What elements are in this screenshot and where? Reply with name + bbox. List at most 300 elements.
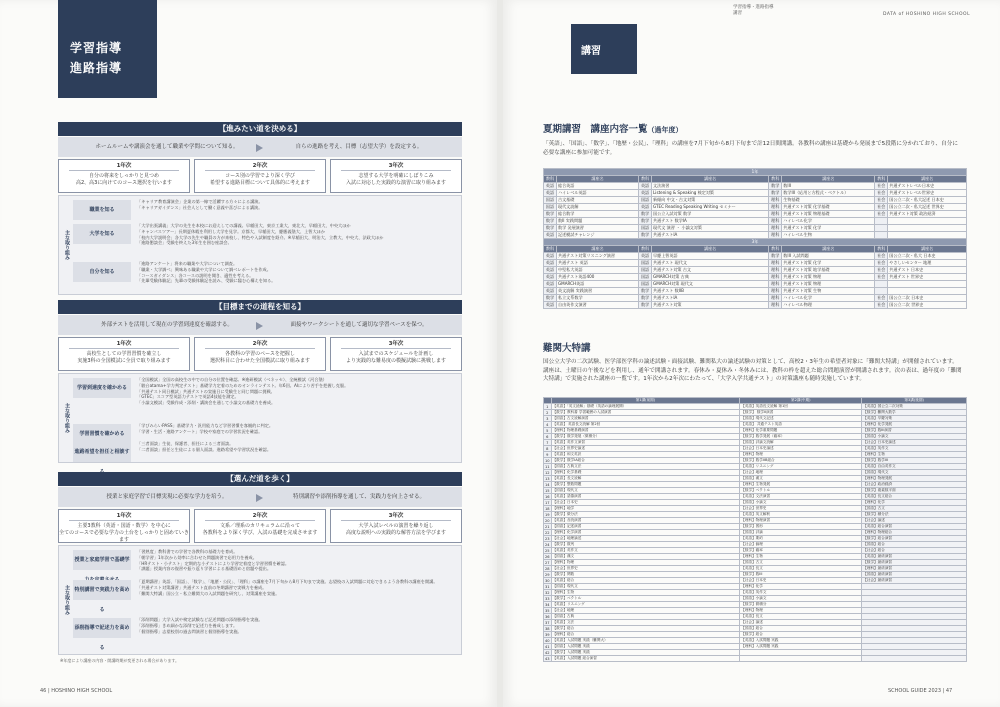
course-subject: 理科 <box>769 288 782 295</box>
year-line: 全てのコースで必要な学力の土台をしっかりと固めていきます <box>59 530 189 543</box>
course-name: 国公立二次 世界史 <box>888 302 967 309</box>
year-boxes <box>58 509 462 543</box>
activity-line: 「共通テスト同日模試」共通テストの実施日に受験生と同じ問題に挑戦。 <box>137 388 275 394</box>
course-row <box>544 197 967 204</box>
footnote: ※年度により講座の内容・開講時期が変更される場合があります。 <box>60 658 180 663</box>
hard-course-cell: 【理科】最終演習 <box>862 566 967 572</box>
course-name: 共通テストレベル日本史 <box>888 183 967 190</box>
hard-course-cell: 【数学】総合演習 <box>862 536 967 542</box>
course-name: ハイレベル物理 <box>782 302 875 309</box>
course-name: 国公立入試対策 数学 <box>652 211 769 218</box>
activity-line: 「三者面談」生徒、保護者、担任による三者面談。 <box>137 441 234 446</box>
hard-course-cell: 【数学】数列 <box>551 542 740 548</box>
column-header-subject: 教科 <box>769 176 782 183</box>
hard-course-cell: 【英語】 共通テスト英語 <box>740 422 862 428</box>
course-name: GTEC Reading Speaking Writing セミナー <box>652 204 769 211</box>
course-name <box>888 225 967 232</box>
hard-course-cell: 【社会】総合 <box>862 548 967 554</box>
summer-course-year: （過年度） <box>647 126 683 134</box>
title-line-2: 進路指導 <box>70 61 123 75</box>
hard-course-cell: 【数学】難関大数学 <box>862 410 967 416</box>
course-subject: 英語 <box>639 204 652 211</box>
section-arrow-row <box>58 315 462 335</box>
hard-row-number: 22 <box>545 530 550 535</box>
running-header <box>733 5 774 17</box>
hard-course-cell: 【数学】数学III <box>862 458 967 464</box>
course-name: 自由英作文演習 <box>557 302 639 309</box>
hard-course-cell: 【理科】物理演習 <box>740 518 862 524</box>
hard-course-cell: 【国語】現代文 <box>551 584 740 590</box>
course-name: 共通テスト対策 地学基礎 <box>782 267 875 274</box>
grade-header: 3年 <box>544 239 967 246</box>
hard-row-number: 36 <box>545 614 550 619</box>
hard-row-number: 34 <box>545 602 550 607</box>
course-row <box>544 302 967 309</box>
activity-lines <box>137 377 457 406</box>
activity-lines <box>137 549 457 572</box>
hard-row-number: 40 <box>545 638 550 643</box>
hard-course-cell: 【英語】 英語長文読解 第2回 <box>551 422 740 428</box>
arrow-left-text: ホームルームや講演会を通して職業や学問について知る。 <box>95 144 239 150</box>
hard-course-cell: 【社会】日本史論述 <box>862 440 967 446</box>
hard-course-cell: 【英語】英語長文読解 第1回 <box>740 404 862 410</box>
course-name: ハイレベル英語 <box>557 190 639 197</box>
hard-course-cell: 【英語】総合 <box>551 578 740 584</box>
hard-row-number: 6 <box>544 434 552 440</box>
course-name: 記述模試チャレンジ <box>557 232 639 239</box>
hard-course-cell: 【社会】最終演習 <box>862 578 967 584</box>
hard-row-number: 39 <box>545 632 550 637</box>
activity-panel <box>58 373 462 463</box>
hard-course-cell: 【国語】古典文法 <box>551 464 740 470</box>
column-header-subject: 教科 <box>544 176 557 183</box>
hard-course-cell: 【数学】確率 <box>740 548 862 554</box>
activity-line: 「進路懇談会」受験を終えた3年生を囲む座談会。 <box>137 240 232 246</box>
course-name: 共通テスト対策 生物 <box>782 288 875 295</box>
course-subject <box>875 288 888 295</box>
hard-row-number: 17 <box>545 500 550 505</box>
hard-course-cell: 【社会】世界史論述 <box>551 446 740 452</box>
hard-course-cell: 【理科】生物 <box>551 590 740 596</box>
course-name: 共通テストレベル世界史 <box>888 190 967 197</box>
course-name: 共通テスト対策 化学基礎 <box>782 204 875 211</box>
arrow-right-icon <box>256 144 263 152</box>
course-subject: 社会 <box>875 190 888 197</box>
course-name: 文法演習 <box>652 183 769 190</box>
course-name: 共通テスト対策リスニング演習 <box>557 253 639 260</box>
column-header-name: 講座名 <box>652 246 769 253</box>
course-name: 共通テスト対策 物理 <box>782 274 875 281</box>
hard-course-description: 国公立大学の二次試験、医学部医学科の論述試験・面接試験、難関私大の論述試験の対策として、高校2・3年生の希望者対象に「難関大特講」が開催されています。講座は、土曜日の午後などを利用し、通年で開講されます。春休み・夏休み・冬休みには、教科の枠を超えた総合問題演習が開講されます。次の表は、過年度の「難関大特講」で実施された講座の一覧です。1年次から2年次にわたって、「大学入学共通テスト」の対策講座も随時実施しています。 <box>543 359 962 382</box>
hard-row-number: 7 <box>544 440 552 446</box>
course-name: 新傾向 中文・古文対策 <box>652 197 769 204</box>
course-name: 共通テスト 世界史 <box>888 274 967 281</box>
hard-row-number: 1 <box>544 404 552 410</box>
course-subject: 国語 <box>639 267 652 274</box>
course-subject <box>875 232 888 239</box>
hard-course-cell: 【数学】 数学II演習 <box>740 410 862 416</box>
arrow-right-text: 自らの進路を考え、目標（志望大学）を設定する。 <box>295 144 423 150</box>
hard-row-number: 8 <box>544 446 552 452</box>
section-heading: 【選んだ道を歩く】 <box>58 472 462 486</box>
course-subject: 数学 <box>639 302 652 309</box>
hard-course-cell: 【理科】化学発展 <box>862 422 967 428</box>
activity-line: 「習熟度」教科書での学習で各教科の基礎力を育成。 <box>137 549 238 554</box>
hard-course-cell: 【社会】地理 <box>551 608 740 614</box>
hard-course-cell: 【理科】生物発展 <box>740 482 862 488</box>
activity-line: 「先輩受験体験記」先輩の受験体験記を読み、受験に臨む心構えを知る。 <box>137 278 276 284</box>
activity-line: 「朝学習」1年次から効率に合わせた問題演習で応用力を養成。 <box>137 554 257 560</box>
column-header-name: 講座名 <box>888 246 967 253</box>
activity-line: 「大学出張講義」大学の先生を本校にお迎えしての講義。早稲田大、東京工業大、東北大、早稲田大、中央大ほか <box>137 223 351 228</box>
activity-label: 学習到達度を確かめる <box>73 378 131 398</box>
hard-course-cell: 【数学】最終演習 <box>862 560 967 566</box>
activity-row <box>73 374 457 406</box>
course-subject: 理科 <box>769 197 782 204</box>
hard-row-number: 24 <box>545 542 550 547</box>
hard-course-cell: 【数学】数学IIB総合 <box>740 458 862 464</box>
activity-label: 特別講習で実践力を高める <box>73 580 131 600</box>
hard-course-cell <box>862 656 967 662</box>
hard-row-number: 29 <box>545 572 550 577</box>
course-name: GMARCH対策 現代文 <box>652 281 769 288</box>
activity-lines <box>137 441 457 453</box>
course-subject: 数学 <box>544 218 557 225</box>
hard-course-cell: 【数学】図形 <box>740 524 862 530</box>
activity-lines <box>137 617 457 634</box>
arrow-right-icon <box>256 322 263 330</box>
hard-course-cell: 【国語】小論文 <box>862 434 967 440</box>
hard-course-cell: 【社会】世界史 <box>551 566 740 572</box>
activity-line: 「二者面談」担任と生徒による個人面談。進路希望や学習状況を確認。 <box>137 446 272 452</box>
course-name: 総合英語 <box>557 183 639 190</box>
year-box <box>194 509 326 543</box>
hard-course-cell: 【国語】古典 <box>551 614 740 620</box>
hard-course-cell: 【数学】数III演習 <box>862 428 967 434</box>
hard-header-cell: 第2講(中期) <box>740 398 862 404</box>
hard-course-cell: 【数学】関数 <box>551 572 740 578</box>
section-heading: 【目標までの道程を知る】 <box>58 300 462 314</box>
activity-line: 「GTEC」スコア型英語力テストで英語4技能を測定。 <box>137 394 239 400</box>
course-name: 共通テスト英語400 <box>557 274 639 281</box>
activity-line: 「添削問題」大学入試や検定試験など記述問題の添削指導を実施。 <box>137 617 263 622</box>
course-name: 英文読解 実践演習 <box>557 288 639 295</box>
course-name: やさしいセンター 地理 <box>888 260 967 267</box>
hard-course-cell: 【英語】要約 <box>740 536 862 542</box>
hard-course-cell: 【社会】論述 <box>862 518 967 524</box>
hard-course-cell: 【英語】長文 <box>740 566 862 572</box>
hard-course-cell: 【国語】記述演習 <box>551 524 740 530</box>
hard-row-number: 11 <box>545 464 550 469</box>
course-subject: 国語 <box>639 260 652 267</box>
activity-lines <box>137 579 457 596</box>
hard-row-number: 35 <box>545 608 550 613</box>
course-name: 現代文 演習 ・ 小論文対策 <box>652 225 769 232</box>
hard-course-cell: 【国語】古文 <box>740 560 862 566</box>
course-row <box>544 211 967 218</box>
course-subject: 英語 <box>544 260 557 267</box>
hard-course-cell: 【数学】複素数平面 <box>862 488 967 494</box>
year-boxes <box>58 159 462 193</box>
course-subject: 社会 <box>875 253 888 260</box>
column-header-subject: 教科 <box>639 176 652 183</box>
course-subject <box>875 281 888 288</box>
course-subject: 数学 <box>544 211 557 218</box>
hard-course-cell: 【国語】評論文読解 <box>740 440 862 446</box>
course-name: 私立文系数学 <box>557 295 639 302</box>
hard-course-cell: 【国語】現代文 <box>551 488 740 494</box>
activity-line: 「学びみらいPASS」基礎学力・汎用能力など学習習慣を客観的に判定。 <box>137 423 274 428</box>
activity-line: 「キャリア教育講演会」企業の第一線で活躍する方々による講演。 <box>137 199 263 204</box>
left-title-block <box>58 0 157 98</box>
hard-course-cell <box>740 656 862 662</box>
column-header-row <box>544 176 967 183</box>
course-name: 共通テスト対策 <box>652 302 769 309</box>
hard-header-cell: 第3講(後期) <box>862 398 967 404</box>
course-subject: 社会 <box>875 260 888 267</box>
course-name: 共通テストIA <box>652 295 769 302</box>
course-subject: 数学 <box>639 218 652 225</box>
hard-course-cell: 【数学】数学発展（微積分） <box>551 434 740 440</box>
hard-course-cell: 【英語】入試問題 総合演習 <box>551 656 740 662</box>
hard-row-number: 23 <box>545 536 550 541</box>
course-name: 共通テスト 数IIB <box>652 288 769 295</box>
course-name: 数III <box>782 183 875 190</box>
course-subject: 社会 <box>875 197 888 204</box>
course-name: 共通テスト 日本史 <box>888 267 967 274</box>
activity-label: 学習習慣を確かめる <box>73 424 131 444</box>
section-heading: 【進みたい道を決める】 <box>58 122 462 136</box>
course-name: 数学 発展演習 <box>557 225 639 232</box>
hard-row-number: 20 <box>545 518 550 523</box>
course-subject: 数学 <box>639 295 652 302</box>
activity-lines <box>137 223 457 246</box>
year-line: 選択科目に合わせた全国模試に取り組みます <box>209 358 310 364</box>
hard-course-cell: 【社会】日本史 <box>740 578 862 584</box>
hard-row-number: 18 <box>545 506 550 511</box>
course-subject: 理科 <box>769 295 782 302</box>
course-name: 国公立二次・私大記述 日本史 <box>888 197 967 204</box>
year-line: 高校生としての学習習慣を確立し <box>86 351 162 357</box>
hard-course-cell: 【社会】論述 <box>740 620 862 626</box>
course-subject <box>875 218 888 225</box>
activity-line: 「添削指導」きめ細かな添削で記述力を養成します。 <box>137 622 238 628</box>
hard-course-cell: 【理科】物理総合 <box>862 530 967 536</box>
hard-course-cell: 【理科】物理 <box>740 608 862 614</box>
hard-row-number: 38 <box>545 626 550 631</box>
activity-line: 「キャンパスツアー」長期夏休暇を利用し大学を見学。京都大、早稲田大、慶應義塾大、上智大ほか <box>137 228 326 234</box>
year-box <box>194 159 326 193</box>
course-name: 共通テスト 数学IA <box>652 218 769 225</box>
title-line-1: 学習指導 <box>70 41 123 55</box>
hard-course-cell: 【社会】地理 <box>740 470 862 476</box>
activity-line: 「個別指導」志望校別の過去問演習と個別指導を実施。 <box>137 628 242 634</box>
year-label: 1年次 <box>69 512 179 521</box>
hard-row-number: 30 <box>545 578 550 583</box>
left-page <box>0 0 497 707</box>
activity-row <box>73 220 457 248</box>
year-line: 文系／理系のカリキュラムに沿って <box>220 523 300 529</box>
hard-course-title: 難関大特講 <box>543 343 591 354</box>
hard-course-cell: 【数学】数学発展（確率） <box>740 434 862 440</box>
hard-course-cell: 【数学】教科書 学習範囲の入試演習 <box>551 410 740 416</box>
activity-row <box>73 258 457 286</box>
hard-course-cell: 【理科】化学重要問題 <box>740 428 862 434</box>
hard-course-cell: 【理科】化学 <box>740 584 862 590</box>
column-header-name: 講座名 <box>557 246 639 253</box>
hard-row-number: 15 <box>545 488 550 493</box>
year-boxes <box>58 337 462 371</box>
column-header-subject: 教科 <box>875 176 888 183</box>
hard-course-cell: 【英語】リスニング <box>551 602 740 608</box>
hard-course-cell: 【英語】国公立二次対策 <box>862 404 967 410</box>
course-row <box>544 267 967 274</box>
course-name: 数III 入試問題 <box>782 253 875 260</box>
hard-course-cell: 【国語】総合 <box>740 626 862 632</box>
running-header-right: DATA of HOSHINO HIGH SCHOOL <box>883 12 971 17</box>
running-header-line-2: 講習 <box>733 11 742 16</box>
year-box <box>194 337 326 371</box>
year-box <box>58 159 190 193</box>
activity-side-label: 主な取り組み <box>64 403 70 433</box>
activity-side-label: 主な取り組み <box>64 585 70 615</box>
hard-row-number: 21 <box>545 524 550 529</box>
course-name: 生物基礎 <box>782 197 875 204</box>
year-box <box>330 337 462 371</box>
year-line: 入試までのスケジュールを計画し <box>358 351 434 357</box>
course-subject: 数学 <box>769 190 782 197</box>
activity-label: 授業と家庭学習で基礎学 <box>73 550 131 570</box>
course-name: 早慶上智英語 <box>652 253 769 260</box>
activity-line: 「進路アンケート」将来の職業や大学について調査。 <box>137 261 238 266</box>
hard-course-cell: 【英語】「英文読解」基礎（英語の論理展開） <box>551 404 740 410</box>
course-name <box>888 218 967 225</box>
course-row <box>544 281 967 288</box>
course-subject: 理科 <box>769 232 782 239</box>
hard-course-cell: 【理科】生物 <box>862 452 967 458</box>
hard-course-cell: 【理科】生物 <box>740 554 862 560</box>
hard-row-number: 2 <box>544 410 552 416</box>
hard-course-cell: 【理科】物理基礎演習 <box>551 428 740 434</box>
hard-course-cell: 【英語】英作文 <box>551 548 740 554</box>
course-name <box>888 232 967 239</box>
hard-row-number: 25 <box>545 548 550 553</box>
column-header-subject: 教科 <box>769 246 782 253</box>
year-label: 1年次 <box>69 162 179 171</box>
column-header-name: 講座名 <box>782 246 875 253</box>
course-name: 共通テスト対策 物理 <box>782 281 875 288</box>
hard-course-cell: 【英語】自由英作文 <box>862 464 967 470</box>
course-name: GMARCH対策 古典 <box>652 274 769 281</box>
hard-course-cell: 【数学】入試問題 実践 <box>551 650 740 656</box>
course-subject: 数学 <box>639 232 652 239</box>
activity-line: 「難関大特講」国公立・私立難関大の入試問題を研究し、対策講座を実施。 <box>137 590 280 596</box>
hard-course-cell: 【国語】総合 <box>862 542 967 548</box>
hard-course-cell: 【英語】英作文 <box>862 446 967 452</box>
hard-course-cell: 【数学】数学IA総合 <box>551 458 740 464</box>
page-folio-right: SCHOOL GUIDE 2023 | 47 <box>888 688 953 694</box>
summer-course-table <box>543 168 967 309</box>
hard-course-cell: 【数学】総合 <box>740 632 862 638</box>
course-subject: 数学 <box>769 183 782 190</box>
hard-header-cell: 第1講(前期) <box>551 398 740 404</box>
activity-line: 「コースガイダンス」各コースの説明を聞き、適性を考える。 <box>137 272 254 278</box>
hard-row-number: 13 <box>545 476 550 481</box>
page-folio-left: 46 | HOSHINO HIGH SCHOOL <box>40 688 113 694</box>
course-name: 現代文読解 <box>557 204 639 211</box>
activity-line: 「学習・生活・進路アンケート」学校や家庭での学習状況を確認。 <box>137 428 263 434</box>
hard-course-cell: 【社会】倫理 <box>740 542 862 548</box>
course-subject: 理科 <box>769 274 782 281</box>
course-subject: 理科 <box>769 211 782 218</box>
course-subject: 社会 <box>875 302 888 309</box>
hard-row-number: 3 <box>544 416 552 422</box>
year-label: 1年次 <box>69 340 179 349</box>
column-header-row <box>544 246 967 253</box>
course-row <box>544 190 967 197</box>
course-subject: 理科 <box>769 302 782 309</box>
course-name: 数学III（応用と方程式・ベクトル） <box>782 190 875 197</box>
hard-course-cell: 【数学】総合 <box>551 626 740 632</box>
hard-row-number: 33 <box>545 596 550 601</box>
course-subject: 理科 <box>769 281 782 288</box>
year-line: 各教科の学習のペースを把握し <box>225 351 295 357</box>
hard-course-cell: 【社会】地理論述 <box>551 536 740 542</box>
hard-course-cell: 【英語】英作文 <box>740 590 862 596</box>
course-subject: 国語 <box>639 281 652 288</box>
course-subject: 理科 <box>769 204 782 211</box>
hard-course-cell: 【数学】微分法 <box>551 512 740 518</box>
hard-course-table <box>543 397 967 662</box>
column-header-name: 講座名 <box>652 176 769 183</box>
course-name: ハイレベル化学 <box>782 295 875 302</box>
course-name: 国公立二次・私大 日本史 <box>888 253 967 260</box>
column-header-subject: 教科 <box>544 246 557 253</box>
hard-row-number: 28 <box>545 566 550 571</box>
hard-course-cell: 【社会】日本史論述 <box>740 446 862 452</box>
arrow-left-text: 授業と家庭学習で目標実現に必要な学力を培う。 <box>106 494 228 500</box>
course-subject: 国語 <box>639 225 652 232</box>
hard-course-cell: 【数学】ベクトル <box>740 488 862 494</box>
hard-course-cell: 【英語】和文英訳 <box>551 452 740 458</box>
hard-course-cell: 【国語】小論文 <box>740 596 862 602</box>
column-header-subject: 教科 <box>875 246 888 253</box>
activity-line: 「校内大学説明会」各大学の先生や職員の方が来校し、特色や入試制度を紹介。※早稲田大、明治大、立教大、中央大、法政大ほか <box>137 234 384 240</box>
hard-row-number: 41 <box>545 644 550 649</box>
hard-course-cell: 【国語】古文読解演習 <box>551 416 740 422</box>
course-subject: 数学 <box>639 288 652 295</box>
column-header-name: 講座名 <box>782 176 875 183</box>
hard-row-number: 42 <box>545 650 550 655</box>
course-subject: 英語 <box>544 288 557 295</box>
activity-label: 進路希望を担任と相談す <box>73 442 131 462</box>
right-page <box>503 0 1000 707</box>
hard-row-number: 9 <box>544 452 552 458</box>
section-arrow-row <box>58 137 462 157</box>
year-line: より実践的な難易度の模擬試験に挑戦します <box>345 358 446 364</box>
hard-course-cell: 【社会】世界史 <box>740 506 862 512</box>
summer-course-title-text: 夏期講習 講座内容一覧 <box>543 124 648 135</box>
hard-row-number: 4 <box>544 422 552 428</box>
course-name: ハイレベル生物 <box>782 232 875 239</box>
course-name: 総合数学 <box>557 211 639 218</box>
course-name: 国公立二次 日本史 <box>888 295 967 302</box>
year-label: 2年次 <box>205 162 315 171</box>
course-subject: 理科 <box>769 225 782 232</box>
activity-side-label: 主な取り組み <box>64 230 70 260</box>
activity-row <box>73 546 457 574</box>
course-name: 共通テスト対策 古文 <box>652 267 769 274</box>
